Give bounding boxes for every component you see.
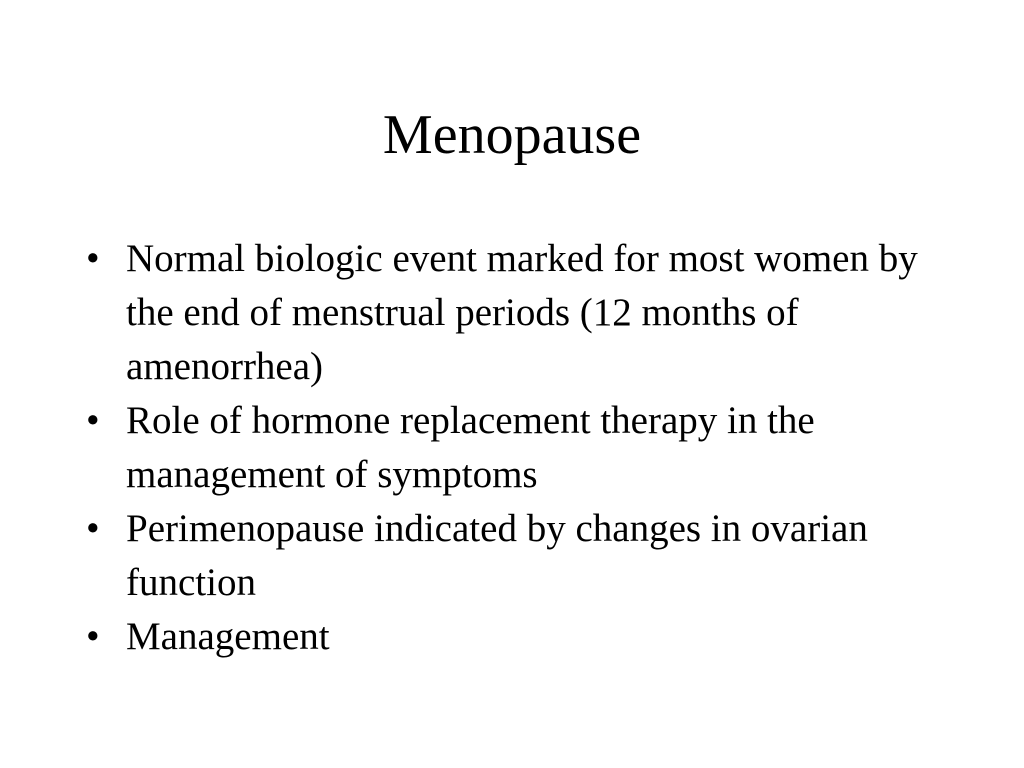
bullet-text: Normal biologic event marked for most women by the end of menstrual periods (12 months of amenorrhea) — [126, 237, 918, 388]
bullet-text: Role of hormone replacement therapy in the management of symptoms — [126, 399, 815, 496]
bullet-marker: • — [86, 507, 100, 550]
bullet-item — [86, 610, 946, 664]
bullet-marker: • — [86, 399, 100, 442]
slide-title: Menopause — [382, 104, 642, 166]
bullet-list — [86, 232, 946, 664]
bullet-text: Perimenopause indicated by changes in ovarian function — [126, 507, 868, 604]
bullet-item — [86, 502, 946, 610]
bullet-marker: • — [86, 615, 100, 658]
bullet-item — [86, 232, 946, 394]
bullet-marker: • — [86, 237, 100, 280]
bullet-text: Management — [126, 615, 330, 658]
bullet-item — [86, 394, 946, 502]
